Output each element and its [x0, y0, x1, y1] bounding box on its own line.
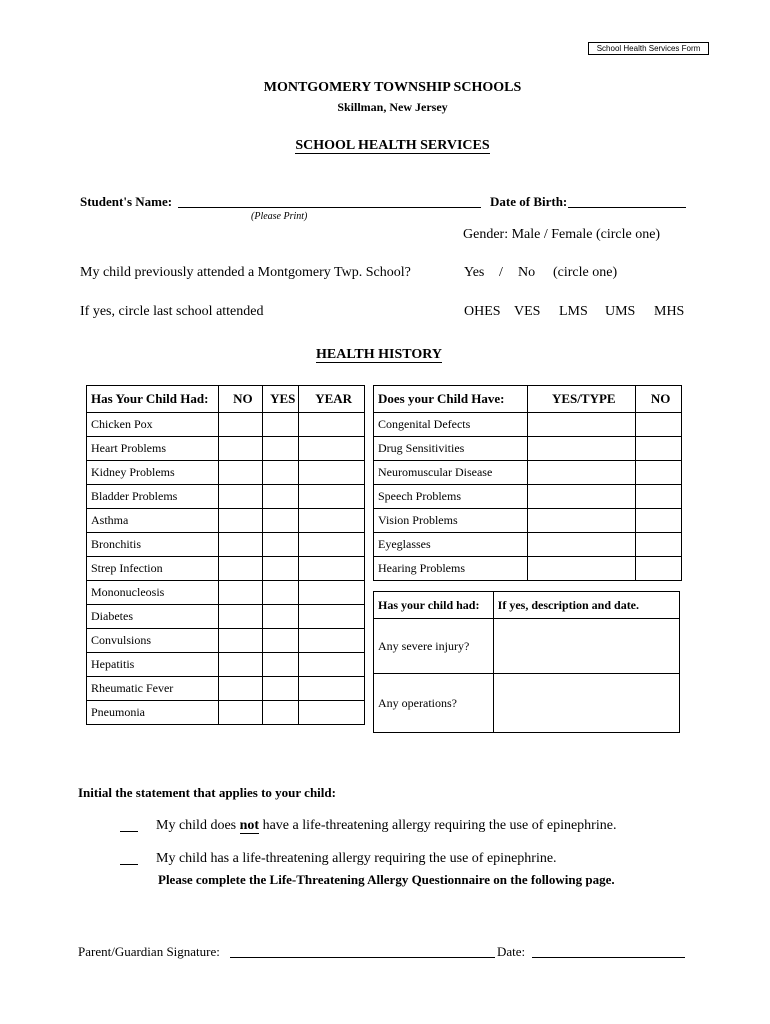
condition-label: Diabetes [87, 605, 219, 629]
table-row [87, 581, 365, 605]
yes-type-cell[interactable] [528, 557, 636, 581]
has-your-child-had-table [86, 385, 365, 725]
school-option-lms[interactable]: LMS [559, 304, 588, 319]
student-name-field[interactable] [178, 207, 481, 208]
no-cell[interactable] [219, 533, 263, 557]
health-history-title: HEALTH HISTORY [316, 347, 442, 362]
initial-field-allergy[interactable] [120, 864, 138, 865]
column-header: If yes, description and date. [493, 592, 679, 619]
table-row [87, 557, 365, 581]
last-school-question: If yes, circle last school attended [80, 304, 264, 319]
no-cell[interactable] [636, 509, 682, 533]
table-header-row [374, 386, 682, 413]
no-option[interactable]: No [518, 265, 536, 280]
yes-type-cell[interactable] [528, 437, 636, 461]
student-name-label: Student's Name: [80, 194, 173, 209]
year-cell[interactable] [299, 701, 365, 725]
statement-allergy: My child has a life-threatening allergy requiring the use of epinephrine. [156, 851, 557, 866]
yes-type-cell[interactable] [528, 533, 636, 557]
gender-line: Gender: Male / Female (circle one) [463, 227, 661, 242]
circle-one-note: (circle one) [553, 265, 618, 280]
no-cell[interactable] [219, 629, 263, 653]
year-cell[interactable] [299, 557, 365, 581]
table-header-row [87, 386, 365, 413]
yes-cell[interactable] [263, 653, 299, 677]
table-row [87, 677, 365, 701]
condition-label: Eyeglasses [374, 533, 528, 557]
year-cell[interactable] [299, 581, 365, 605]
yes-type-cell[interactable] [528, 485, 636, 509]
table-row [87, 413, 365, 437]
table-row [374, 674, 680, 733]
no-cell[interactable] [636, 533, 682, 557]
no-cell[interactable] [636, 485, 682, 509]
yes-cell[interactable] [263, 509, 299, 533]
not-emphasis: not [239, 818, 260, 833]
school-option-ves[interactable]: VES [514, 304, 541, 319]
year-cell[interactable] [299, 413, 365, 437]
previous-school-question: My child previously attended a Montgomery Twp. School? [80, 265, 411, 280]
column-header: YES/TYPE [528, 386, 636, 413]
condition-label: Bronchitis [87, 533, 219, 557]
question-label: Any operations? [374, 674, 494, 733]
condition-label: Vision Problems [374, 509, 528, 533]
table-row [87, 485, 365, 509]
section-title: SCHOOL HEALTH SERVICES [295, 138, 490, 153]
date-field[interactable] [532, 957, 685, 958]
yes-cell[interactable] [263, 629, 299, 653]
condition-label: Drug Sensitivities [374, 437, 528, 461]
location: Skillman, New Jersey [337, 100, 448, 114]
does-your-child-have-table [373, 385, 682, 581]
no-cell[interactable] [219, 461, 263, 485]
table-header-row [374, 592, 680, 619]
yes-type-cell[interactable] [528, 461, 636, 485]
no-cell[interactable] [219, 653, 263, 677]
table-row [87, 605, 365, 629]
table-row [87, 701, 365, 725]
condition-label: Heart Problems [87, 437, 219, 461]
please-print-note: (Please Print) [251, 211, 308, 222]
no-cell[interactable] [219, 509, 263, 533]
signature-field[interactable] [230, 957, 495, 958]
date-label: Date: [497, 944, 526, 959]
condition-label: Hepatitis [87, 653, 219, 677]
health-history-wrap [0, 345, 758, 363]
table-row [374, 619, 680, 674]
year-cell[interactable] [299, 605, 365, 629]
year-cell[interactable] [299, 437, 365, 461]
no-cell[interactable] [219, 581, 263, 605]
table-row [87, 629, 365, 653]
table-row [374, 485, 682, 509]
column-header: Has Your Child Had: [87, 386, 219, 413]
section-title-wrap [0, 136, 770, 154]
yes-cell[interactable] [263, 485, 299, 509]
table-row [87, 653, 365, 677]
injury-operations-table [373, 591, 680, 733]
condition-label: Mononucleosis [87, 581, 219, 605]
condition-label: Pneumonia [87, 701, 219, 725]
year-cell[interactable] [299, 653, 365, 677]
yes-option[interactable]: Yes [464, 265, 485, 280]
condition-label: Convulsions [87, 629, 219, 653]
initial-instruction: Initial the statement that applies to your child: [78, 785, 336, 800]
condition-label: Rheumatic Fever [87, 677, 219, 701]
no-cell[interactable] [219, 557, 263, 581]
no-cell[interactable] [219, 413, 263, 437]
year-cell[interactable] [299, 533, 365, 557]
column-header: Does your Child Have: [374, 386, 528, 413]
year-cell[interactable] [299, 485, 365, 509]
question-label: Any severe injury? [374, 619, 494, 674]
description-cell[interactable] [493, 674, 679, 733]
statement-text: have a life-threatening allergy requiring the use of epinephrine. [259, 818, 617, 833]
condition-label: Hearing Problems [374, 557, 528, 581]
condition-label: Strep Infection [87, 557, 219, 581]
no-cell[interactable] [636, 557, 682, 581]
form-tag: School Health Services Form [588, 42, 709, 55]
yes-type-cell[interactable] [528, 509, 636, 533]
yes-cell[interactable] [263, 437, 299, 461]
year-cell[interactable] [299, 629, 365, 653]
statement-text: My child does [156, 818, 240, 833]
yes-type-cell[interactable] [528, 413, 636, 437]
description-cell[interactable] [493, 619, 679, 674]
no-cell[interactable] [219, 701, 263, 725]
statement-no-allergy [156, 818, 616, 834]
dob-field[interactable] [568, 207, 686, 208]
yes-cell[interactable] [263, 461, 299, 485]
table-row [374, 557, 682, 581]
no-cell[interactable] [219, 605, 263, 629]
table-row [374, 413, 682, 437]
questionnaire-note: Please complete the Life-Threatening Allergy Questionnaire on the following page. [158, 872, 615, 887]
column-header: Has your child had: [374, 592, 494, 619]
school-option-mhs[interactable]: MHS [654, 304, 685, 319]
condition-label: Kidney Problems [87, 461, 219, 485]
school-option-ums[interactable]: UMS [605, 304, 636, 319]
yes-cell[interactable] [263, 557, 299, 581]
table-row [87, 533, 365, 557]
condition-label: Bladder Problems [87, 485, 219, 509]
yes-cell[interactable] [263, 413, 299, 437]
year-cell[interactable] [299, 677, 365, 701]
table-row [87, 437, 365, 461]
condition-label: Asthma [87, 509, 219, 533]
table-row [374, 437, 682, 461]
no-cell[interactable] [636, 413, 682, 437]
condition-label: Speech Problems [374, 485, 528, 509]
no-cell[interactable] [636, 437, 682, 461]
column-header: YEAR [299, 386, 365, 413]
yes-cell[interactable] [263, 581, 299, 605]
table-row [87, 461, 365, 485]
column-header: NO [636, 386, 682, 413]
table-row [374, 509, 682, 533]
slash-separator: / [499, 265, 503, 280]
no-cell[interactable] [636, 461, 682, 485]
initial-field-no-allergy[interactable] [120, 831, 138, 832]
column-header: YES [263, 386, 299, 413]
condition-label: Congenital Defects [374, 413, 528, 437]
yes-cell[interactable] [263, 605, 299, 629]
table-row [374, 533, 682, 557]
condition-label: Neuromuscular Disease [374, 461, 528, 485]
year-cell[interactable] [299, 461, 365, 485]
yes-cell[interactable] [263, 533, 299, 557]
year-cell[interactable] [299, 509, 365, 533]
column-header: NO [219, 386, 263, 413]
signature-label: Parent/Guardian Signature: [78, 944, 220, 959]
yes-cell[interactable] [263, 677, 299, 701]
yes-cell[interactable] [263, 701, 299, 725]
no-cell[interactable] [219, 677, 263, 701]
condition-label: Chicken Pox [87, 413, 219, 437]
school-option-ohes[interactable]: OHES [464, 304, 501, 319]
no-cell[interactable] [219, 437, 263, 461]
table-row [87, 509, 365, 533]
dob-label: Date of Birth: [490, 194, 568, 209]
no-cell[interactable] [219, 485, 263, 509]
table-row [374, 461, 682, 485]
school-name: MONTGOMERY TOWNSHIP SCHOOLS [263, 80, 522, 95]
